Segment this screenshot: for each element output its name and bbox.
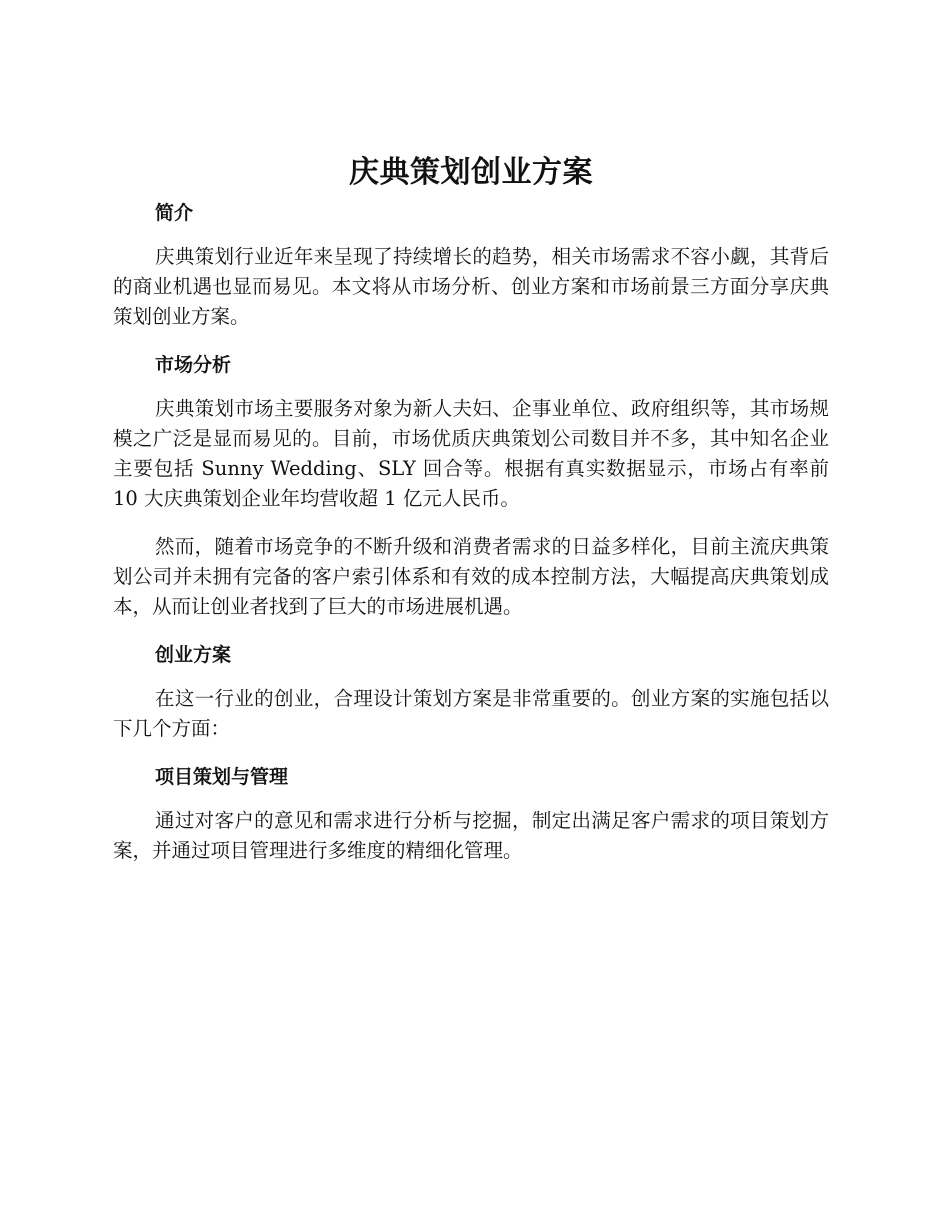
paragraph-project-1: 通过对客户的意见和需求进行分析与挖掘，制定出满足客户需求的项目策划方案，并通过项目管理进行多维度的精细化管理。: [113, 809, 829, 862]
paragraph-market-1: 庆典策划市场主要服务对象为新人夫妇、企事业单位、政府组织等，其市场规模之广泛是显而易见的。目前，市场优质庆典策划公司数目并不多，其中知名企业主要包括 Sunny Wedding、SLY 回合等。根据有真实数据显示，市场占有率前 10 大庆典策划企业年均营收超 1 亿元人民币。: [113, 397, 829, 510]
paragraph-intro-1: 庆典策划行业近年来呈现了持续增长的趋势，相关市场需求不容小觑，其背后的商业机遇也显而易见。本文将从市场分析、创业方案和市场前景三方面分享庆典策划创业方案。: [113, 245, 829, 328]
document-title: 庆典策划创业方案: [349, 155, 593, 190]
paragraph-market-2: 然而，随着市场竞争的不断升级和消费者需求的日益多样化，目前主流庆典策划公司并未拥有完备的客户索引体系和有效的成本控制方法，大幅提高庆典策划成本，从而让创业者找到了巨大的市场进展机遇。: [113, 535, 829, 618]
paragraph-plan-1: 在这一行业的创业，合理设计策划方案是非常重要的。创业方案的实施包括以下几个方面：: [113, 687, 829, 740]
document-page: [113, 150, 829, 884]
section-heading-plan: 创业方案: [155, 644, 232, 666]
section-heading-market: 市场分析: [155, 354, 232, 376]
section-heading-project: 项目策划与管理: [155, 766, 289, 788]
section-heading-intro: 简介: [155, 202, 194, 224]
